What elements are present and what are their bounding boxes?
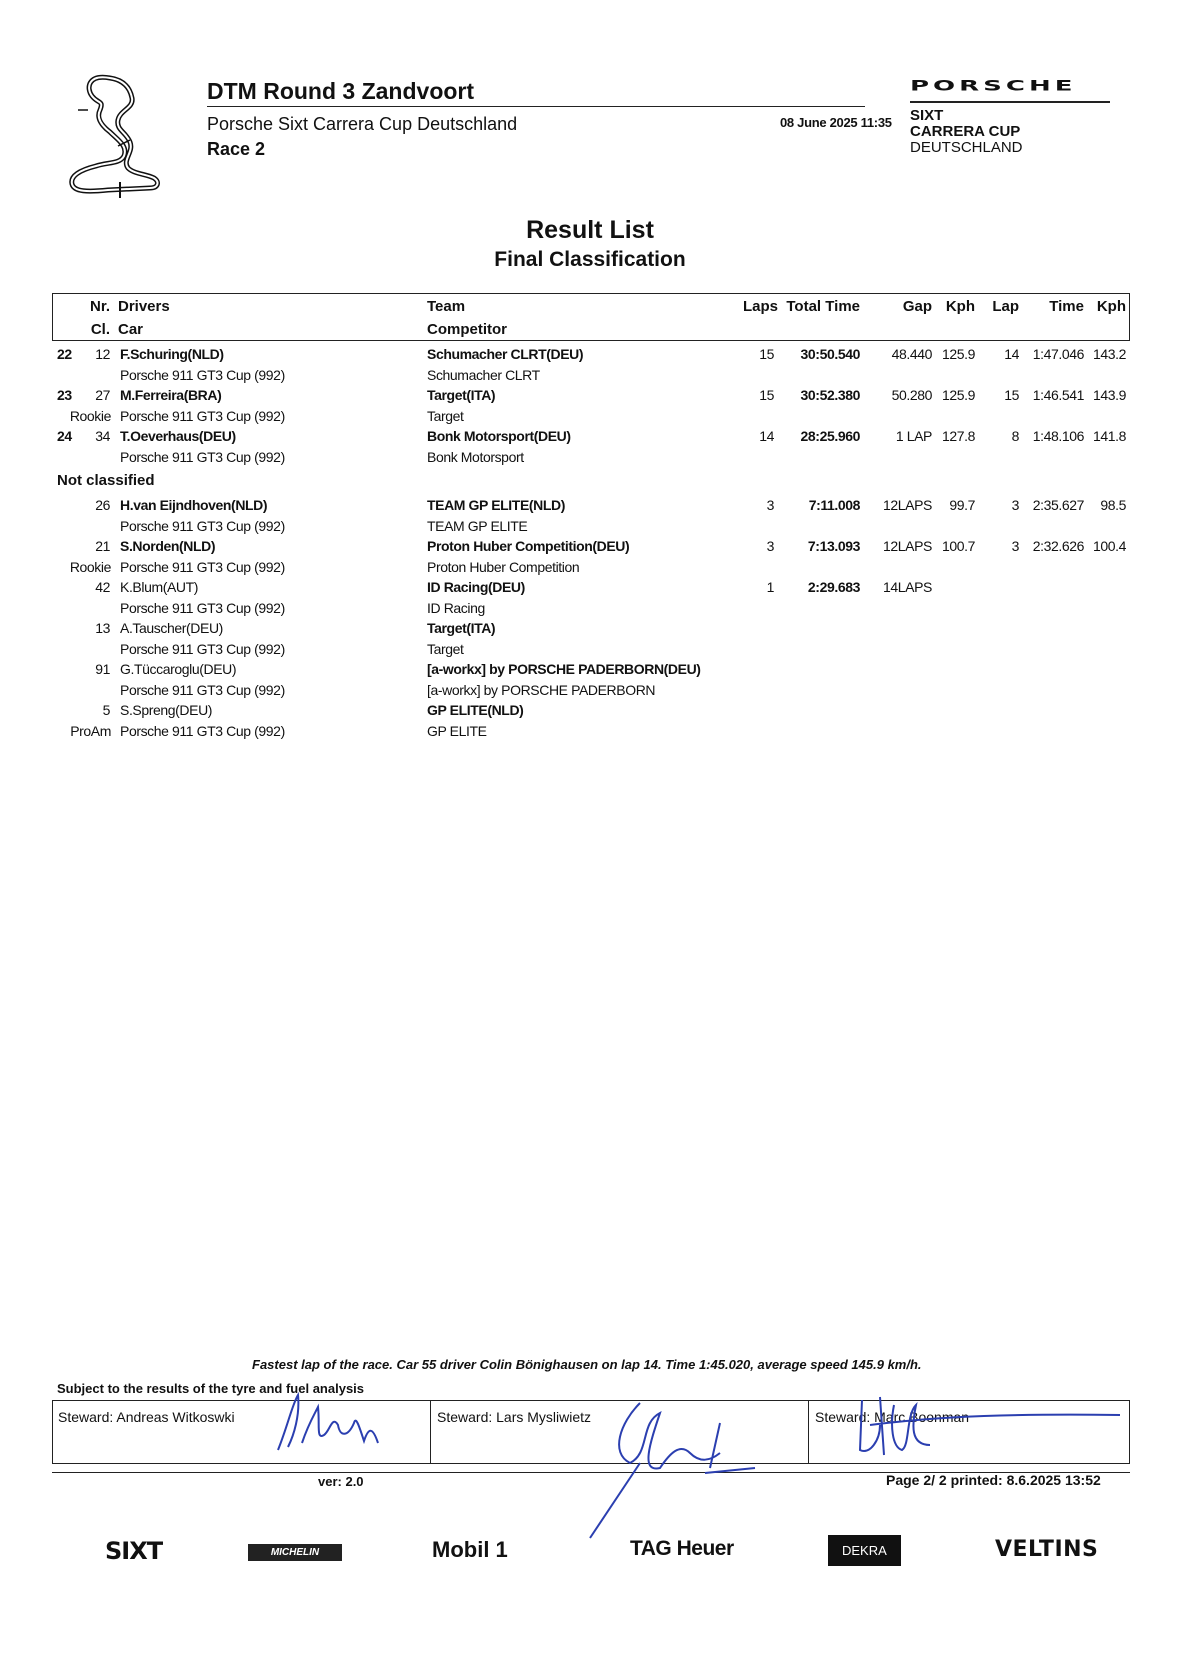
- driver-cell: K.Blum(AUT): [120, 579, 199, 595]
- gap-cell: 12LAPS: [883, 497, 932, 513]
- car-cell: Porsche 911 GT3 Cup (992): [120, 722, 285, 739]
- cup-logo-line1: SIXT: [910, 107, 944, 124]
- best-time-cell: 2:32.626: [1032, 538, 1084, 554]
- competitor-cell: Bonk Motorsport: [427, 448, 524, 465]
- col-total-time: Total Time: [786, 298, 860, 315]
- competitor-cell: GP ELITE: [427, 722, 487, 739]
- best-kph-cell: 141.8: [1092, 428, 1126, 444]
- col-cl: Cl.: [90, 321, 110, 338]
- competitor-cell: [a-workx] by PORSCHE PADERBORN: [427, 681, 656, 698]
- lap-cell: 14: [1004, 346, 1019, 362]
- event-title: DTM Round 3 Zandvoort: [207, 78, 475, 104]
- signature-2-icon: [580, 1383, 780, 1543]
- car-number-cell: 13: [95, 620, 110, 636]
- team-cell: Bonk Motorsport(DEU): [427, 428, 571, 444]
- competitor-cell: Proton Huber Competition: [427, 558, 580, 575]
- michelin-logo: MICHELIN: [248, 1544, 342, 1561]
- track-map-icon: [58, 70, 166, 200]
- porsche-logo: PORSCHE: [910, 78, 1077, 95]
- dekra-logo: DEKRA: [828, 1535, 901, 1566]
- veltins-logo: VELTINS: [995, 1537, 1099, 1562]
- laps-cell: 15: [759, 346, 774, 362]
- car-number-cell: 21: [95, 538, 110, 554]
- logo-underline: [910, 101, 1110, 103]
- car-number-cell: 27: [95, 387, 110, 403]
- position-cell: 23: [57, 387, 72, 403]
- team-cell: Target(ITA): [427, 387, 496, 403]
- driver-cell: H.van Eijndhoven(NLD): [120, 497, 268, 513]
- driver-cell: T.Oeverhaus(DEU): [120, 428, 236, 444]
- gap-cell: 50.280: [891, 387, 932, 403]
- kph-cell: 125.9: [941, 387, 975, 403]
- document-title: Result List: [526, 216, 654, 244]
- subject-note: Subject to the results of the tyre and fuel analysis: [57, 1381, 365, 1396]
- team-cell: [a-workx] by PORSCHE PADERBORN(DEU): [427, 661, 701, 677]
- best-time-cell: 1:46.541: [1032, 387, 1084, 403]
- total-time-cell: 7:13.093: [807, 538, 860, 554]
- col-gap: Gap: [902, 298, 932, 315]
- team-cell: Schumacher CLRT(DEU): [427, 346, 584, 362]
- stewards-divider: [808, 1400, 809, 1464]
- col-competitor: Competitor: [427, 321, 507, 338]
- col-time: Time: [1049, 298, 1084, 315]
- class-cell: ProAm: [70, 722, 111, 739]
- team-cell: Proton Huber Competition(DEU): [427, 538, 630, 554]
- car-cell: Porsche 911 GT3 Cup (992): [120, 640, 285, 657]
- col-laps: Laps: [742, 298, 778, 315]
- best-kph-cell: 143.2: [1092, 346, 1126, 362]
- stewards-divider: [430, 1400, 431, 1464]
- team-cell: TEAM GP ELITE(NLD): [427, 497, 565, 513]
- driver-cell: S.Spreng(DEU): [120, 702, 213, 718]
- signature-1-icon: [268, 1385, 408, 1460]
- car-cell: Porsche 911 GT3 Cup (992): [120, 517, 285, 534]
- lap-cell: 3: [1011, 538, 1019, 554]
- total-time-cell: 2:29.683: [807, 579, 860, 595]
- lap-cell: 3: [1011, 497, 1019, 513]
- series-name: Porsche Sixt Carrera Cup Deutschland: [207, 114, 518, 134]
- lap-cell: 15: [1004, 387, 1019, 403]
- document-subtitle: Final Classification: [494, 248, 686, 271]
- team-cell: Target(ITA): [427, 620, 496, 636]
- gap-cell: 48.440: [891, 346, 932, 362]
- col-lap: Lap: [992, 298, 1019, 315]
- competitor-cell: TEAM GP ELITE: [427, 517, 528, 534]
- car-number-cell: 42: [95, 579, 110, 595]
- col-kph-fastest: Kph: [1096, 298, 1126, 315]
- lap-cell: 8: [1011, 428, 1019, 444]
- car-number-cell: 91: [95, 661, 110, 677]
- cup-logo-line3: DEUTSCHLAND: [910, 139, 1023, 156]
- total-time-cell: 7:11.008: [808, 497, 860, 513]
- car-cell: Porsche 911 GT3 Cup (992): [120, 407, 285, 424]
- col-drivers: Drivers: [118, 298, 170, 315]
- car-cell: Porsche 911 GT3 Cup (992): [120, 366, 285, 383]
- gap-cell: 12LAPS: [883, 538, 932, 554]
- col-nr: Nr.: [89, 298, 110, 315]
- steward-1: Steward: Andreas Witkoswki: [58, 1409, 235, 1425]
- competitor-cell: Target: [427, 407, 464, 424]
- position-cell: 22: [57, 346, 72, 362]
- laps-cell: 15: [759, 387, 774, 403]
- kph-cell: 99.7: [949, 497, 975, 513]
- competitor-cell: ID Racing: [427, 599, 485, 616]
- car-cell: Porsche 911 GT3 Cup (992): [120, 558, 285, 575]
- car-cell: Porsche 911 GT3 Cup (992): [120, 448, 285, 465]
- laps-cell: 14: [759, 428, 774, 444]
- header-divider: [207, 106, 865, 107]
- class-cell: Rookie: [69, 558, 111, 575]
- car-cell: Porsche 911 GT3 Cup (992): [120, 599, 285, 616]
- kph-cell: 125.9: [941, 346, 975, 362]
- best-time-cell: 1:48.106: [1032, 428, 1084, 444]
- mobil1-logo: Mobil 1: [432, 1537, 508, 1562]
- car-cell: Porsche 911 GT3 Cup (992): [120, 681, 285, 698]
- fastest-lap-note: Fastest lap of the race. Car 55 driver Colin Bönighausen on lap 14. Time 1:45.020, average speed 145.9 km/h.: [252, 1357, 922, 1372]
- competitor-cell: Target: [427, 640, 464, 657]
- page-info: Page 2/ 2 printed: 8.6.2025 13:52: [886, 1472, 1101, 1488]
- col-car: Car: [118, 321, 144, 338]
- not-classified-heading: Not classified: [57, 472, 155, 489]
- best-time-cell: 1:47.046: [1032, 346, 1084, 362]
- best-kph-cell: 98.5: [1100, 497, 1126, 513]
- laps-cell: 1: [766, 579, 774, 595]
- driver-cell: F.Schuring(NLD): [120, 346, 224, 362]
- gap-cell: 14LAPS: [883, 579, 932, 595]
- sixt-logo: SIXT: [105, 1537, 163, 1565]
- version-label: ver: 2.0: [318, 1474, 364, 1489]
- best-kph-cell: 143.9: [1092, 387, 1126, 403]
- car-number-cell: 34: [95, 428, 110, 444]
- car-number-cell: 26: [95, 497, 110, 513]
- best-time-cell: 2:35.627: [1032, 497, 1084, 513]
- laps-cell: 3: [766, 497, 774, 513]
- kph-cell: 100.7: [941, 538, 975, 554]
- team-cell: ID Racing(DEU): [427, 579, 525, 595]
- col-kph: Kph: [945, 298, 975, 315]
- total-time-cell: 28:25.960: [800, 428, 860, 444]
- team-cell: GP ELITE(NLD): [427, 702, 524, 718]
- competitor-cell: Schumacher CLRT: [427, 366, 540, 383]
- race-name: Race 2: [207, 139, 266, 159]
- cup-logo-line2: CARRERA CUP: [910, 123, 1021, 140]
- kph-cell: 127.8: [941, 428, 975, 444]
- driver-cell: A.Tauscher(DEU): [120, 620, 223, 636]
- car-number-cell: 12: [95, 346, 110, 362]
- event-date: 08 June 2025 11:35: [780, 115, 892, 130]
- total-time-cell: 30:50.540: [800, 346, 860, 362]
- driver-cell: G.Tüccaroglu(DEU): [120, 661, 237, 677]
- driver-cell: M.Ferreira(BRA): [120, 387, 222, 403]
- position-cell: 24: [57, 428, 72, 444]
- steward-2: Steward: Lars Mysliwietz: [437, 1409, 592, 1425]
- class-cell: Rookie: [69, 407, 111, 424]
- col-team: Team: [427, 298, 466, 315]
- best-kph-cell: 100.4: [1092, 538, 1126, 554]
- laps-cell: 3: [766, 538, 774, 554]
- tagheuer-logo: TAG Heuer: [630, 1537, 734, 1560]
- car-number-cell: 5: [102, 702, 110, 718]
- total-time-cell: 30:52.380: [800, 387, 860, 403]
- gap-cell: 1 LAP: [895, 428, 932, 444]
- signature-3-icon: [850, 1385, 1130, 1465]
- steward-3: Steward: Marc Boonman: [815, 1409, 970, 1425]
- driver-cell: S.Norden(NLD): [120, 538, 216, 554]
